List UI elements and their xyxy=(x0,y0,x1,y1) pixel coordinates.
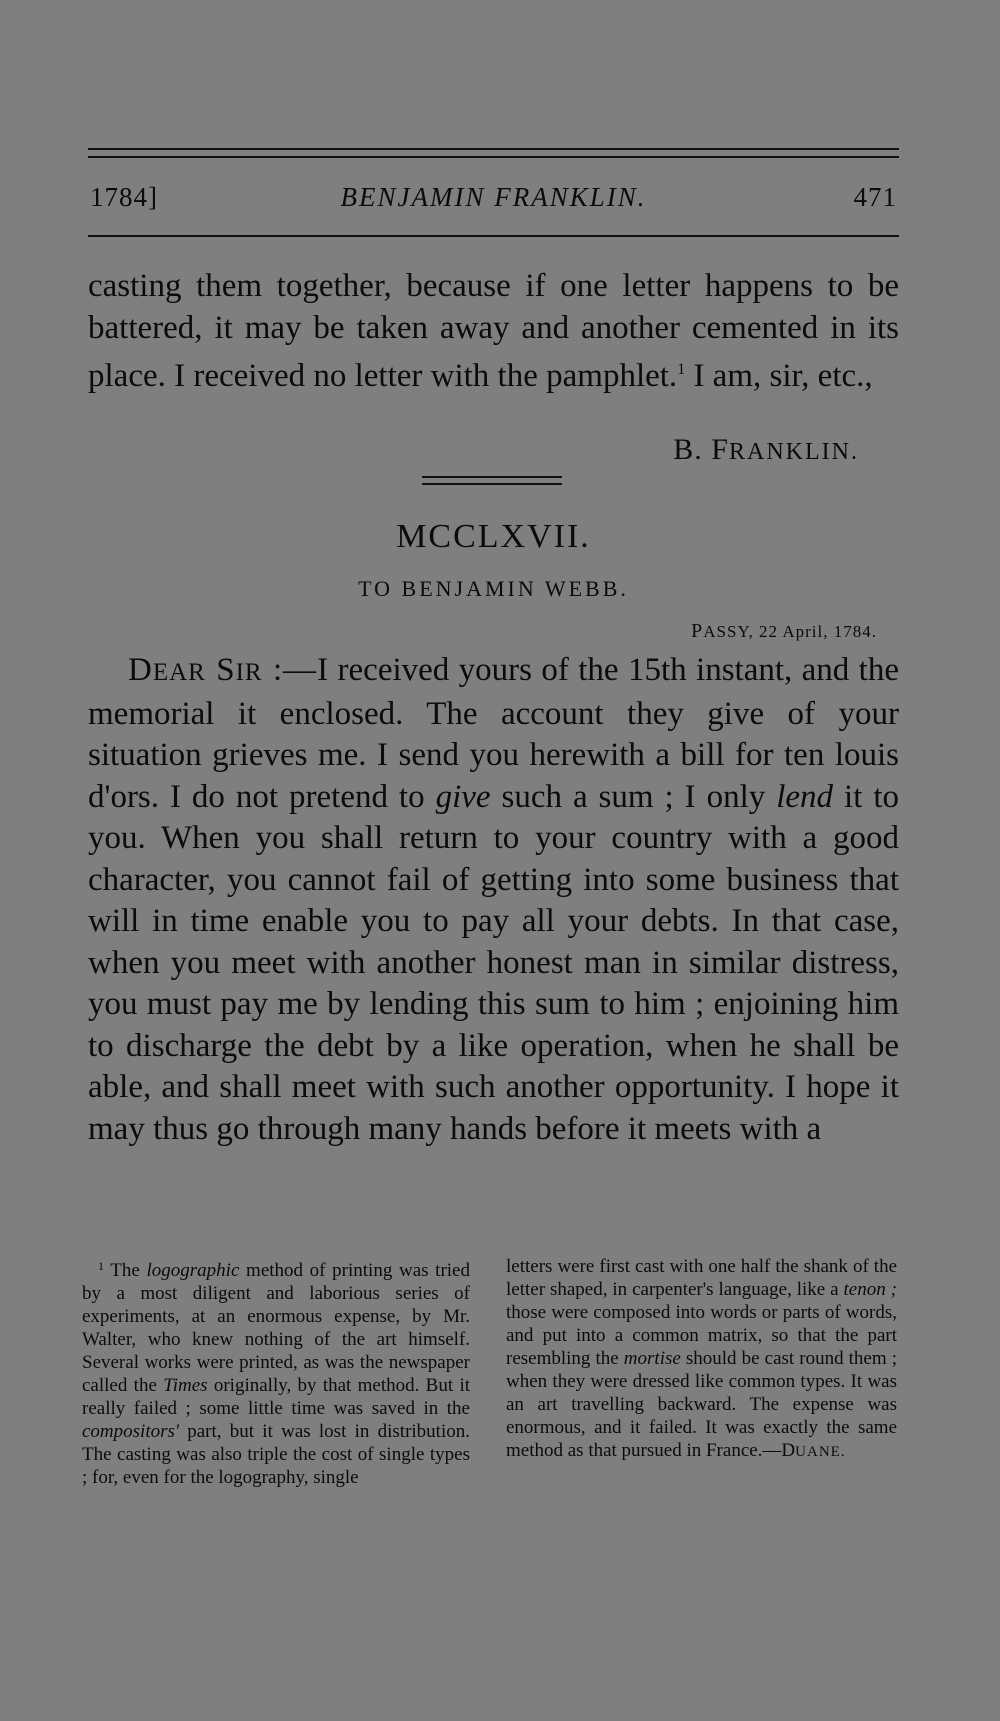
footnote-left-column xyxy=(82,1255,470,1489)
italic-give: give xyxy=(435,778,491,815)
header-top-rule xyxy=(88,148,899,158)
header-bottom-rule xyxy=(88,235,899,237)
section-divider xyxy=(422,476,562,485)
italic-lend: lend xyxy=(776,778,834,815)
footnote-left-4: part, but it was lost in distribution. The casting was also triple the cost of single types ; for, even for the logography, single xyxy=(82,1421,470,1488)
footnote-left-italic-3: compositors' xyxy=(82,1421,179,1442)
page-number: 471 xyxy=(853,182,897,212)
closing-phrase: I am, sir, etc., xyxy=(685,358,873,394)
letter-body xyxy=(88,650,899,1150)
footnote-right-italic-1: tenon ; xyxy=(843,1279,897,1300)
footnote-left-1: The xyxy=(104,1260,147,1281)
letter-body-1: I received yours of the 15th instant, and the memorial it enclosed. The account they give of your situation grieves me. I send you herewith a bill for ten louis d'ors. I do not pretend to xyxy=(88,652,900,815)
footnote-right-italic-2: mortise xyxy=(623,1348,681,1369)
footnote-left-italic-2: Times xyxy=(163,1375,208,1396)
header-year: 1784] xyxy=(90,182,158,212)
salutation-ir: IR xyxy=(235,659,263,686)
footnote-left-italic-1: logographic xyxy=(146,1260,240,1281)
footnote-right-signature: UANE. xyxy=(795,1444,846,1460)
letter-number: MCCLXVII. xyxy=(396,518,591,555)
letter-body-3: it to you. When you shall return to your country with a good character, you cannot fail of getting into some business that will in time enable you to pay all your debts. In that case, when you meet with another honest man in similar distress, you must pay me by lending this sum to him ; enjoining him to discharge the debt by a like operation, when he shall be able, and shall meet with such another opportunity. I hope it may thus go through many hands before it meets with a xyxy=(88,778,899,1147)
salutation-s: S xyxy=(205,652,236,688)
salutation-ear: EAR xyxy=(152,659,206,686)
footnote-right-column xyxy=(506,1255,897,1464)
footnote-right-3: should be cast round them ; when they were dressed like common types. It was an art travelling backward. The expense was enormous, and it failed. It was exactly the same method as that pursued in France.—D xyxy=(506,1348,897,1461)
continuation-text: casting them together, because if one letter happens to be battered, it may be taken away and another cemented in its place. I received no letter with the xyxy=(88,268,899,394)
footnote-right-2: those were composed into words or parts of words, and put into a common matrix, so that the part resembling the xyxy=(506,1302,897,1369)
letter-dateline xyxy=(691,620,877,643)
dateline-initial: P xyxy=(691,620,704,642)
footnote-left-2: method of printing was tried by a most diligent and laborious series of experiments, at an enormous expense, by Mr. Walter, who knew nothing of the art himself. Several works were printed, as was the newspaper called the xyxy=(82,1260,470,1396)
footnote-reference: 1 xyxy=(677,361,686,378)
salutation-dash: :— xyxy=(262,652,318,688)
running-head xyxy=(88,182,899,222)
signature-initial: B. F xyxy=(673,433,729,466)
signature xyxy=(673,433,859,467)
header-title: BENJAMIN FRANKLIN. xyxy=(340,182,647,212)
footnote-right-1: letters were first cast with one half the shank of the letter shaped, in carpenter's language, like a xyxy=(506,1256,897,1300)
continuation-tail: pamphlet. xyxy=(546,358,678,394)
footnote-left-3: originally, by that method. But it really failed ; some little time was saved in the xyxy=(82,1375,470,1419)
salutation xyxy=(128,652,317,688)
letter-recipient: TO BENJAMIN WEBB. xyxy=(358,576,629,601)
salutation-d: D xyxy=(128,652,153,688)
footnote-marker: 1 xyxy=(98,1259,104,1273)
signature-rest: RANKLIN. xyxy=(729,439,859,465)
letter-body-2: such a sum ; I only xyxy=(490,778,777,815)
continuation-paragraph xyxy=(88,266,899,398)
dateline-rest: ASSY, 22 April, 1784. xyxy=(703,622,877,641)
